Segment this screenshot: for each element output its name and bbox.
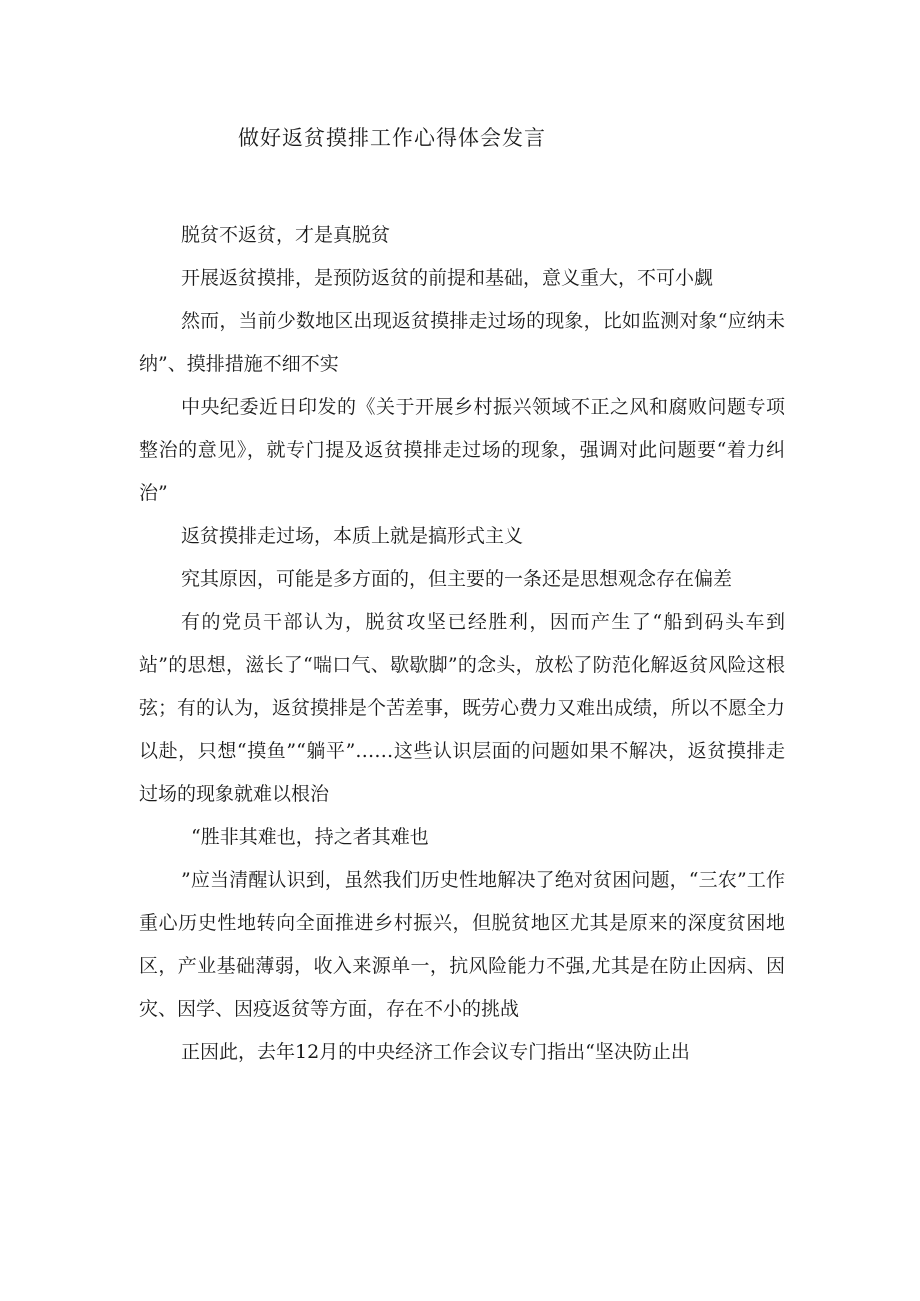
- paragraph: 开展返贫摸排，是预防返贫的前提和基础，意义重大，不可小觑: [181, 267, 714, 289]
- paragraph: 然而，当前少数地区出现返贫摸排走过场的现象，比如监测对象“应纳未纳”、摸排措施不细不实: [139, 310, 785, 375]
- paragraph: 中央纪委近日印发的《关于开展乡村振兴领域不正之风和腐败问题专项整治的意见》，就专门提及返贫摸排走过场的现象，强调对此问题要“着力纠治”: [139, 396, 785, 504]
- paragraph: ”应当清醒认识到，虽然我们历史性地解决了绝对贫困问题，“三农”工作重心历史性地转向全面推进乡村振兴，但脱贫地区尤其是原来的深度贫困地区，产业基础薄弱，收入来源单一，抗风险能力不强,尤其是在防止因病、因灾、因学、因疫返贫等方面，存在不小的挑战: [139, 869, 785, 1020]
- paragraph: 有的党员干部认为，脱贫攻坚已经胜利，因而产生了“船到码头车到站”的思想，滋长了“喘口气、歇歇脚”的念头，放松了防范化解返贫风险这根弦；有的认为，返贫摸排是个苦差事，既劳心费力又难出成绩，所以不愿全力以赴，只想“摸鱼”“躺平”……这些认识层面的问题如果不解决，返贫摸排走过场的现象就难以根治: [139, 611, 786, 805]
- paragraph: 究其原因，可能是多方面的，但主要的一条还是思想观念存在偏差: [181, 568, 733, 590]
- paragraph: 脱贫不返贫，才是真脱贫: [181, 224, 391, 246]
- paragraph: 正因此，去年12月的中央经济工作会议专门指出“坚决防止出: [181, 1041, 690, 1063]
- paragraph-quote: “胜非其难也，持之者其难也: [191, 826, 429, 848]
- document-body: [139, 214, 785, 1074]
- document-title: 做好返贫摸排工作心得体会发言: [238, 126, 546, 150]
- paragraph: 返贫摸排走过场，本质上就是搞形式主义: [181, 525, 524, 547]
